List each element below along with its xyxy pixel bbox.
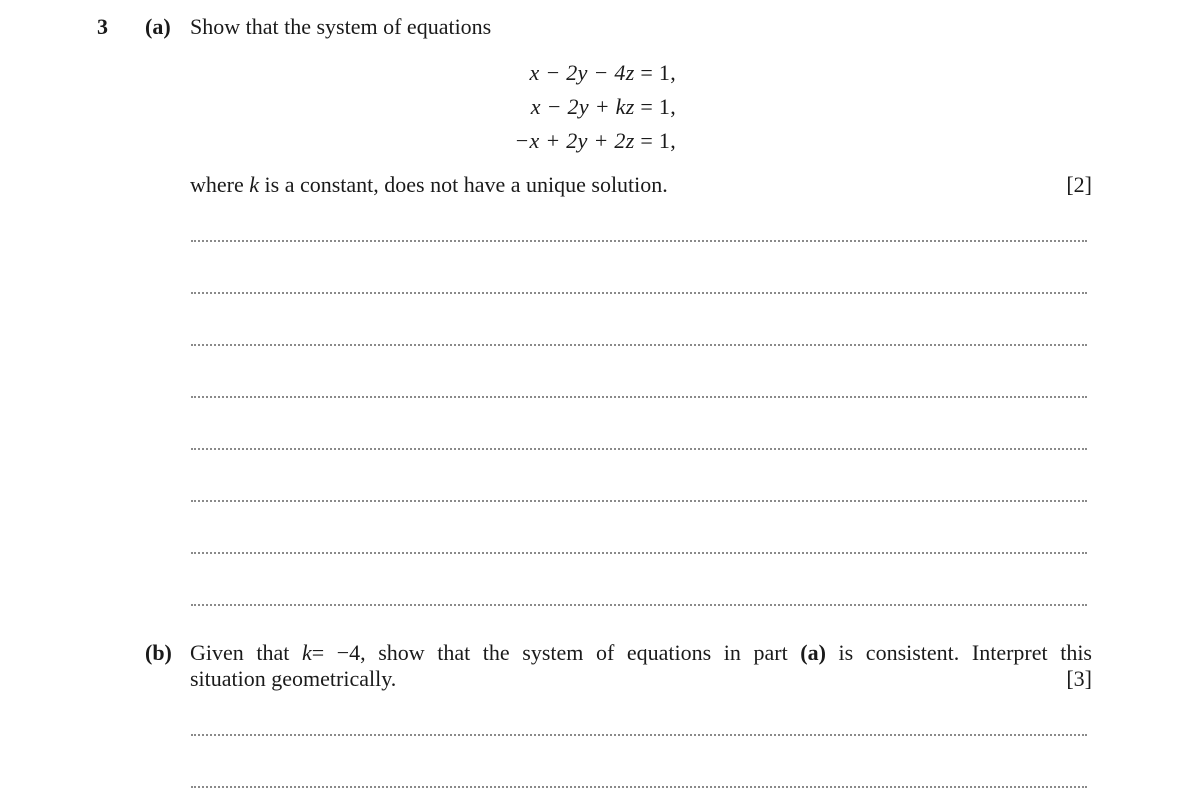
part-b-line1-pre: Given that [190, 640, 302, 665]
equation-2 [0, 94, 676, 120]
part-b-value: = −4, [311, 640, 366, 665]
answer-line[interactable] [191, 500, 1087, 502]
equation-3-lhs: −x + 2y + 2z [514, 128, 635, 153]
equation-1-rhs: = 1, [640, 60, 676, 85]
answer-line[interactable] [191, 734, 1087, 736]
part-b-line2: situation geometrically. [190, 666, 397, 691]
part-a-closing-pre: where [190, 172, 250, 197]
equation-2-lhs: x − 2y + kz [530, 94, 635, 119]
part-b-marks: [3] [1066, 666, 1092, 691]
part-b-line1-mid: show that the system of equations in part [365, 640, 801, 665]
answer-line[interactable] [191, 344, 1087, 346]
answer-line[interactable] [191, 396, 1087, 398]
equation-3 [0, 128, 676, 154]
equation-3-rhs: = 1, [640, 128, 676, 153]
part-b-label: (b) [145, 640, 172, 665]
answer-line[interactable] [191, 786, 1087, 788]
answer-line[interactable] [191, 448, 1087, 450]
answer-line[interactable] [191, 292, 1087, 294]
equation-1 [0, 60, 676, 86]
part-a-closing [190, 172, 668, 198]
equation-1-lhs: x − 2y − 4z [529, 60, 635, 85]
answer-line[interactable] [191, 240, 1087, 242]
equation-2-rhs: = 1, [640, 94, 676, 119]
part-b-var: k [301, 640, 312, 665]
part-a-closing-post: is a constant, does not have a unique solution. [259, 172, 668, 197]
part-a-label: (a) [145, 14, 171, 39]
part-b-ref: (a) [800, 640, 826, 665]
part-b-line1-post: is consistent. Interpret this [825, 640, 1092, 665]
part-a-closing-var: k [249, 172, 260, 197]
part-a-intro: Show that the system of equations [190, 14, 492, 39]
part-a-marks: [2] [1066, 172, 1092, 197]
answer-line[interactable] [191, 604, 1087, 606]
answer-line[interactable] [191, 552, 1087, 554]
part-b-line1 [190, 640, 1092, 666]
question-number: 3 [97, 14, 108, 39]
